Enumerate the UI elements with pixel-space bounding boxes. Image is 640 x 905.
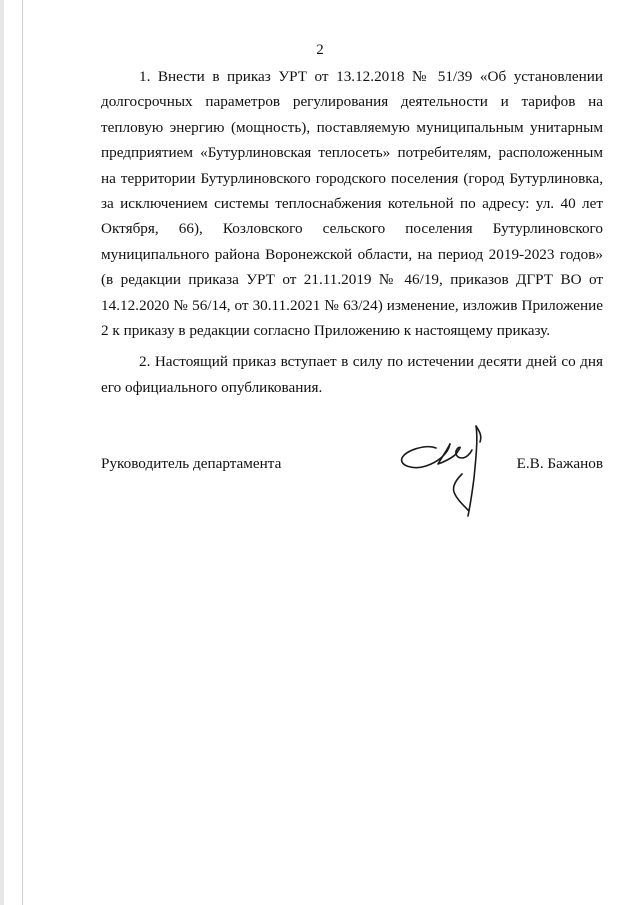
signature-block xyxy=(101,448,603,488)
paragraph-amendment: 1. Внести в приказ УРТ от 13.12.2018 № 51/39 «Об установлении долгосрочных параметров регулирования деятельности и тарифов на тепловую энергию (мощность), поставляемую муниципальным унитарным предприятием «Бутурлиновская теплосеть» потребителям, расположенным на территории Бутурлиновского городского поселения (город Бутурлиновка, за исключением системы теплоснабжения котельной по адресу: ул. 40 лет Октября, 66), Козловского сельского поселения Бутурлиновского муниципального района Воронежской области, на период 2019-2023 годов» (в редакции приказа УРТ от 21.11.2019 № 46/19, приказов ДГРТ ВО от 14.12.2020 № 56/14, от 30.11.2021 № 63/24) изменение, изложив Приложение 2 к приказу в редакции согласно Приложению к настоящему приказу. xyxy=(101,68,603,340)
signatory-position: Руководитель департамента xyxy=(101,455,282,472)
scan-edge xyxy=(0,0,4,905)
page-number: 2 xyxy=(316,42,324,58)
document-body xyxy=(101,64,603,400)
signatory-name: Е.В. Бажанов xyxy=(516,455,603,472)
paragraph-effective-date: 2. Настоящий приказ вступает в силу по истечении десяти дней со дня его официального опубликования. xyxy=(101,353,603,396)
handwritten-signature-icon xyxy=(396,418,508,522)
fold-line xyxy=(22,0,23,905)
